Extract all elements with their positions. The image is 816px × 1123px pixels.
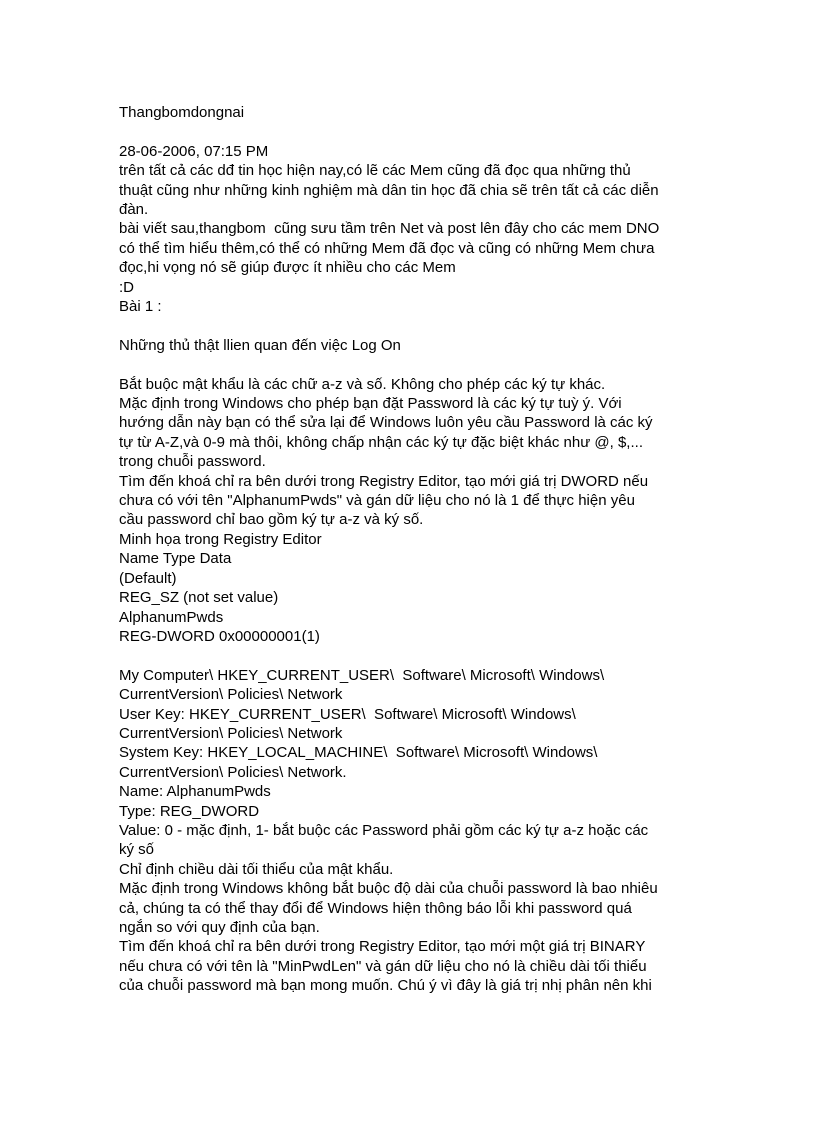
section-title: Những thủ thật llien quan đến việc Log On — [119, 336, 401, 354]
section1-paragraph — [119, 375, 709, 647]
text-line: cả, chúng ta có thể thay đổi để Windows hiện thông báo lỗi khi password quá — [119, 899, 632, 917]
text-line: chưa có với tên "AlphanumPwds" và gán dữ liệu cho nó là 1 để thực hiện yêu — [119, 492, 635, 510]
text-line: đàn. — [119, 201, 149, 219]
text-line: :D — [119, 278, 134, 296]
text-line: thuật cũng như những kinh nghiệm mà dân tin học đã chia sẽ trên tất cả các diễn — [119, 181, 659, 199]
text-line: trên tất cả các dđ tin học hiện nay,có lẽ các Mem cũng đã đọc qua những thủ — [119, 162, 631, 180]
text-line: tự từ A-Z,và 0-9 mà thôi, không chấp nhận các ký tự đặc biệt khác như @, $,... — [119, 433, 643, 451]
text-line: AlphanumPwds — [119, 608, 224, 626]
text-line: Bắt buộc mật khẩu là các chữ a-z và số. Không cho phép các ký tự khác. — [119, 375, 606, 393]
document-page — [119, 103, 709, 996]
text-line: nếu chưa có với tên là "MinPwdLen" và gán dữ liệu cho nó là chiều dài tối thiểu — [119, 957, 647, 975]
text-line: System Key: HKEY_LOCAL_MACHINE\ Software\ Microsoft\ Windows\ — [119, 744, 598, 762]
text-line: Tìm đến khoá chỉ ra bên dưới trong Registry Editor, tạo mới một giá trị BINARY — [119, 938, 646, 956]
text-line: Chỉ định chiều dài tối thiểu của mật khẩu. — [119, 860, 394, 878]
spacer — [119, 355, 709, 374]
spacer — [119, 316, 709, 335]
text-line: cầu password chỉ bao gồm ký tự a-z và ký số. — [119, 511, 424, 529]
text-line: REG-DWORD 0x00000001(1) — [119, 627, 320, 645]
text-line: Mặc định trong Windows cho phép bạn đặt Password là các ký tự tuỳ ý. Với — [119, 395, 622, 413]
text-line: trong chuỗi password. — [119, 453, 266, 471]
text-line: đọc,hi vọng nó sẽ giúp được ít nhiều cho các Mem — [119, 259, 456, 277]
text-line: Type: REG_DWORD — [119, 802, 260, 820]
text-line: Name: AlphanumPwds — [119, 783, 271, 801]
text-line: hướng dẫn này bạn có thể sửa lại để Windows luôn yêu cầu Password là các ký — [119, 414, 653, 432]
intro-paragraph — [119, 161, 709, 316]
spacer — [119, 646, 709, 665]
text-line: My Computer\ HKEY_CURRENT_USER\ Software\ Microsoft\ Windows\ — [119, 666, 605, 684]
text-line: của chuỗi password mà bạn mong muốn. Chú ý vì đây là giá trị nhị phân nên khi — [119, 977, 652, 995]
text-line: CurrentVersion\ Policies\ Network — [119, 686, 343, 704]
text-line: Tìm đến khoá chỉ ra bên dưới trong Registry Editor, tạo mới giá trị DWORD nếu — [119, 472, 649, 490]
text-line: Name Type Data — [119, 550, 232, 568]
text-line: Minh họa trong Registry Editor — [119, 530, 322, 548]
author-name: Thangbomdongnai — [119, 104, 245, 121]
spacer — [119, 122, 709, 141]
text-line: Bài 1 : — [119, 298, 162, 316]
text-line: Mặc định trong Windows không bắt buộc độ dài của chuỗi password là bao nhiêu — [119, 880, 658, 898]
section2-paragraph — [119, 666, 709, 996]
text-line: CurrentVersion\ Policies\ Network — [119, 724, 343, 742]
text-line: (Default) — [119, 569, 177, 587]
text-line: REG_SZ (not set value) — [119, 589, 279, 607]
text-line: có thể tìm hiểu thêm,có thể có những Mem đã đọc và cũng có những Mem chưa — [119, 239, 655, 257]
text-line: User Key: HKEY_CURRENT_USER\ Software\ Microsoft\ Windows\ — [119, 705, 576, 723]
text-line: ngắn so với quy định của bạn. — [119, 919, 320, 936]
text-line: ký số — [119, 841, 155, 859]
text-line: bài viết sau,thangbom cũng sưu tầm trên Net và post lên đây cho các mem DNO — [119, 220, 660, 238]
text-line: CurrentVersion\ Policies\ Network. — [119, 763, 347, 781]
text-line: Value: 0 - mặc định, 1- bắt buộc các Password phải gồm các ký tự a-z hoặc các — [119, 821, 649, 839]
post-datetime: 28-06-2006, 07:15 PM — [119, 142, 269, 160]
